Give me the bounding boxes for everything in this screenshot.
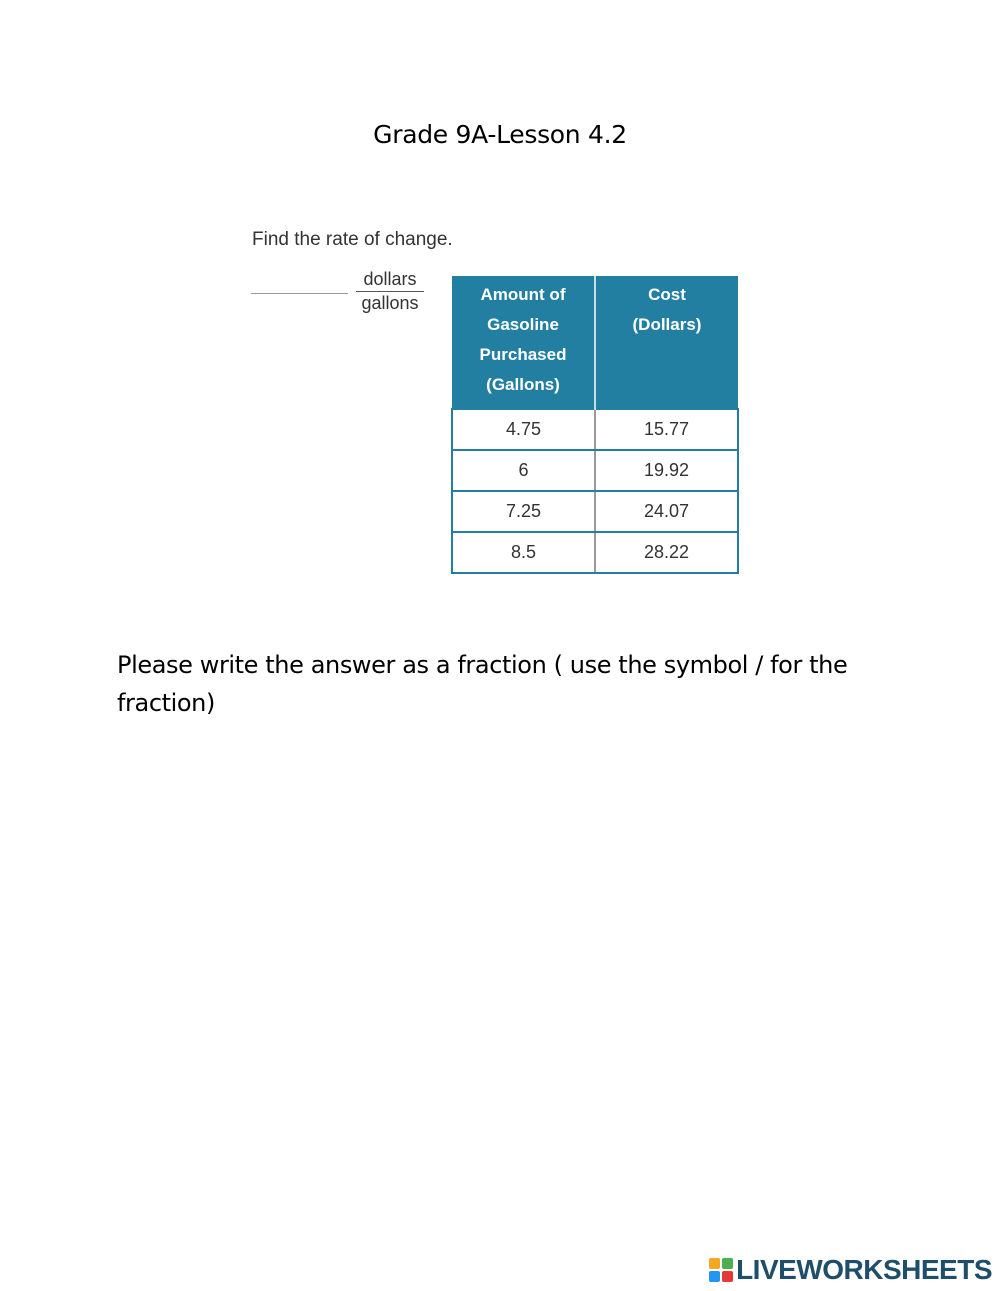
gallons-cell: 7.25	[452, 491, 595, 532]
logo-icon	[709, 1258, 733, 1282]
logo-square	[709, 1258, 720, 1269]
header-cost	[595, 276, 738, 409]
instructions-text: Please write the answer as a fraction ( use the symbol / for the fraction)	[117, 651, 848, 717]
cost-cell: 28.22	[595, 532, 738, 573]
gasoline-table	[451, 276, 739, 574]
cost-cell: 24.07	[595, 491, 738, 532]
page-title: Grade 9A-Lesson 4.2	[373, 120, 627, 149]
header-gallons	[452, 276, 595, 409]
header-line: Cost	[648, 285, 686, 304]
header-line: Gasoline	[487, 315, 559, 334]
header-line: Amount of	[480, 285, 566, 304]
gallons-cell: 8.5	[452, 532, 595, 573]
logo-square	[709, 1271, 720, 1282]
fraction-denominator: gallons	[361, 293, 419, 313]
logo-square	[722, 1271, 733, 1282]
liveworksheets-logo	[709, 1254, 992, 1286]
header-line: Purchased	[479, 345, 567, 364]
table-row	[452, 450, 738, 491]
answer-blank[interactable]	[251, 293, 348, 294]
question-prompt: Find the rate of change.	[252, 229, 453, 250]
fraction-numerator: dollars	[356, 268, 424, 292]
logo-square	[722, 1258, 733, 1269]
table-header-row	[452, 276, 738, 409]
table-row	[452, 532, 738, 573]
header-line: (Dollars)	[632, 315, 702, 334]
gallons-cell: 4.75	[452, 409, 595, 450]
header-line: (Gallons)	[486, 375, 560, 394]
cost-cell: 15.77	[595, 409, 738, 450]
gallons-cell: 6	[452, 450, 595, 491]
cost-cell: 19.92	[595, 450, 738, 491]
table-row	[452, 491, 738, 532]
table-row	[452, 409, 738, 450]
unit-fraction	[356, 268, 424, 314]
logo-text: LIVEWORKSHEETS	[736, 1254, 992, 1285]
